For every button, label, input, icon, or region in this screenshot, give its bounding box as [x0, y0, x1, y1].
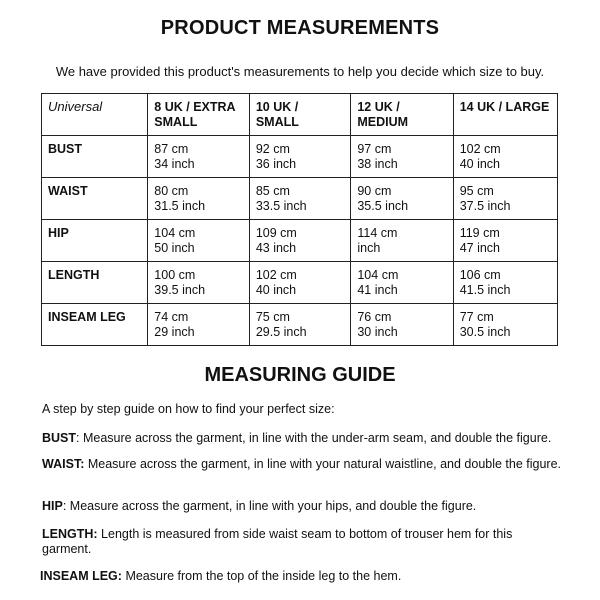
table-cell [249, 304, 351, 346]
table-row [42, 304, 558, 346]
cell-cm: 80 cm [154, 184, 189, 198]
guide-text: Measure from the top of the inside leg to the hem. [121, 569, 402, 583]
table-cell [453, 220, 557, 262]
cell-cm: 109 cm [255, 226, 297, 240]
cell-inch: 29.5 inch [255, 324, 307, 339]
cell-cm: 77 cm [459, 310, 494, 324]
table-cell [351, 304, 453, 346]
cell-inch: 40 inch [255, 282, 297, 297]
cell-cm: 100 cm [154, 268, 196, 282]
cell-cm: 102 cm [459, 142, 501, 156]
guide-term: HIP [42, 499, 63, 513]
guide-term: WAIST [42, 457, 81, 471]
cell-inch: inch [357, 240, 381, 255]
row-label: LENGTH [42, 262, 148, 304]
header-size: 8 UK / EXTRA SMALL [148, 94, 250, 136]
guide-text: Measure across the garment, in line with your natural waistline, and double the figure. [84, 457, 562, 471]
table-row [42, 220, 558, 262]
cell-cm: 76 cm [357, 310, 392, 324]
guide-term: BUST [42, 431, 77, 445]
table-cell [249, 262, 351, 304]
cell-cm: 85 cm [255, 184, 290, 198]
guide-item-hip [42, 499, 562, 514]
table-cell [249, 178, 351, 220]
cell-cm: 104 cm [154, 226, 196, 240]
cell-inch: 30 inch [357, 324, 398, 339]
row-label: HIP [42, 220, 148, 262]
table-cell [453, 136, 557, 178]
cell-cm: 75 cm [255, 310, 290, 324]
cell-cm: 97 cm [357, 142, 392, 156]
cell-inch: 30.5 inch [459, 324, 511, 339]
table-cell [148, 178, 250, 220]
guide-text: Measure across the garment, in line with the under-arm seam, and double the figure. [79, 431, 552, 445]
guide-term: LENGTH [42, 527, 94, 541]
cell-cm: 95 cm [459, 184, 494, 198]
header-size: 12 UK / MEDIUM [351, 94, 453, 136]
guide-separator: : [117, 569, 122, 583]
guide-item-bust [42, 431, 562, 446]
cell-cm: 90 cm [357, 184, 392, 198]
cell-inch: 41.5 inch [459, 282, 511, 297]
table-row [42, 178, 558, 220]
guide-item-inseam-leg [40, 569, 560, 584]
table-cell [351, 178, 453, 220]
header-size: 14 UK / LARGE [453, 94, 557, 136]
cell-cm: 87 cm [154, 142, 189, 156]
cell-cm: 119 cm [459, 226, 500, 240]
table-cell [148, 220, 250, 262]
guide-text: Length is measured from side waist seam to bottom of trouser hem for this garment. [42, 527, 513, 556]
cell-cm: 92 cm [255, 142, 290, 156]
guide-separator: : [76, 431, 80, 445]
cell-inch: 29 inch [154, 324, 195, 339]
cell-inch: 33.5 inch [255, 198, 307, 213]
table-cell [351, 220, 453, 262]
guide-intro: A step by step guide on how to find your perfect size: [42, 402, 335, 416]
table-row [42, 262, 558, 304]
guide-text: Measure across the garment, in line with your hips, and double the figure. [66, 499, 477, 513]
cell-cm: 114 cm [357, 226, 398, 240]
guide-separator: : [62, 499, 67, 513]
table-cell [148, 136, 250, 178]
cell-cm: 104 cm [357, 268, 399, 282]
guide-item-length [42, 527, 562, 557]
page-title: PRODUCT MEASUREMENTS [160, 17, 440, 39]
cell-inch: 34 inch [154, 156, 195, 171]
cell-inch: 37.5 inch [459, 198, 511, 213]
cell-inch: 31.5 inch [154, 198, 206, 213]
guide-separator: : [80, 457, 85, 471]
cell-inch: 43 inch [255, 240, 297, 255]
table-cell [249, 220, 351, 262]
cell-inch: 50 inch [154, 240, 195, 255]
table-cell [453, 304, 557, 346]
guide-item-waist [42, 457, 562, 472]
guide-separator: : [93, 527, 98, 541]
cell-inch: 38 inch [357, 156, 398, 171]
row-label: INSEAM LEG [42, 304, 148, 346]
table-cell [148, 262, 250, 304]
table-cell [351, 262, 453, 304]
header-size: 10 UK / SMALL [249, 94, 351, 136]
table-cell [453, 178, 557, 220]
guide-term: INSEAM LEG [40, 569, 118, 583]
cell-cm: 74 cm [154, 310, 189, 324]
table-row [42, 136, 558, 178]
measurements-table [41, 93, 558, 346]
row-label: WAIST [42, 178, 148, 220]
guide-title: MEASURING GUIDE [204, 364, 396, 386]
table-cell [453, 262, 557, 304]
cell-inch: 40 inch [459, 156, 501, 171]
page-subtitle: We have provided this product's measurements to help you decide which size to buy. [55, 64, 545, 79]
cell-inch: 41 inch [357, 282, 398, 297]
table-cell [249, 136, 351, 178]
row-label: BUST [42, 136, 148, 178]
table-cell [148, 304, 250, 346]
cell-inch: 39.5 inch [154, 282, 206, 297]
cell-inch: 47 inch [459, 240, 501, 255]
cell-inch: 36 inch [255, 156, 297, 171]
header-corner: Universal [42, 94, 148, 136]
cell-cm: 102 cm [255, 268, 297, 282]
table-cell [351, 136, 453, 178]
cell-cm: 106 cm [459, 268, 501, 282]
cell-inch: 35.5 inch [357, 198, 409, 213]
table-header-row [42, 94, 558, 136]
